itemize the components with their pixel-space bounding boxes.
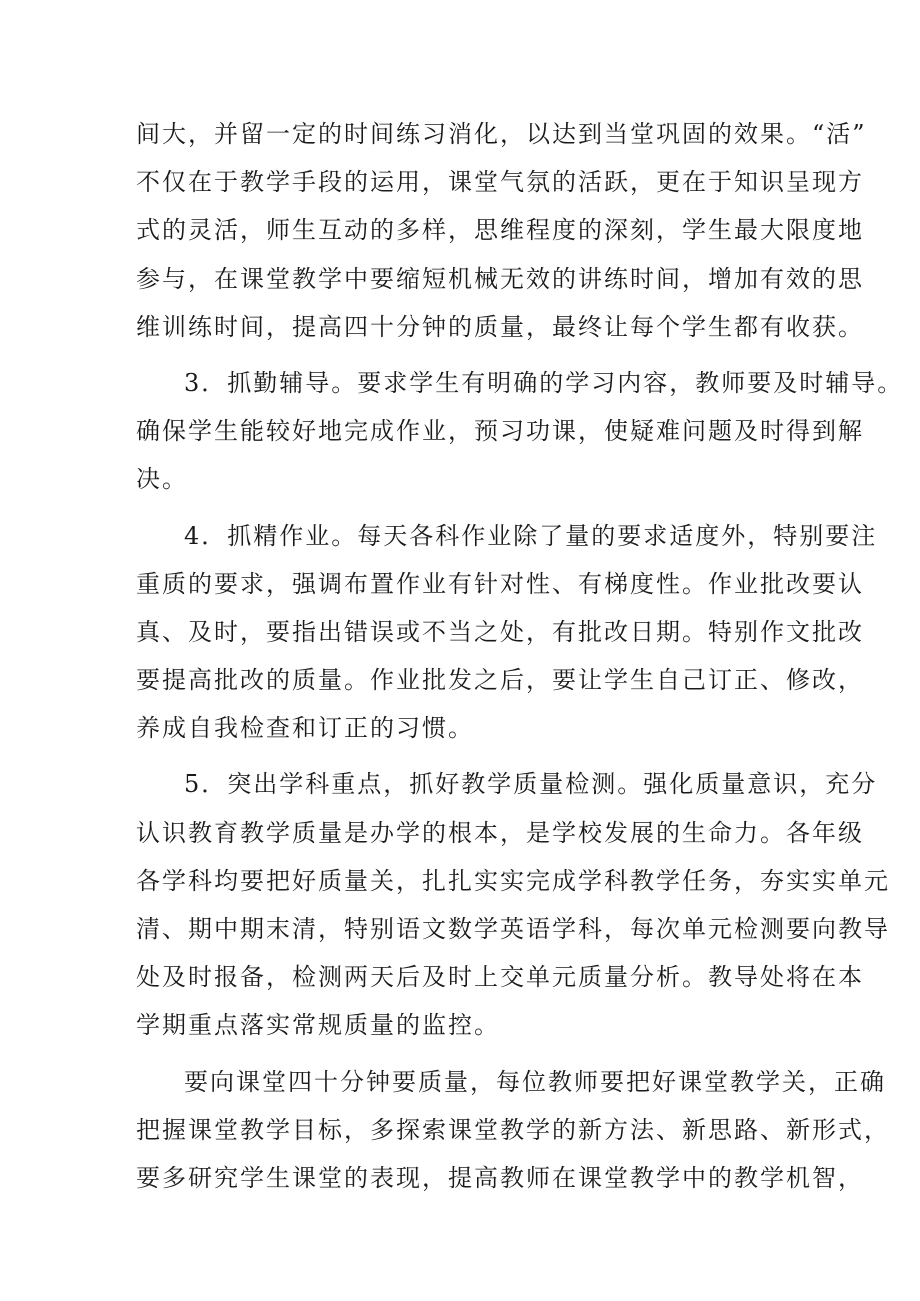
text-line: 要向课堂四十分钟要质量，每位教师要把好课堂教学关，正确 xyxy=(184,1067,886,1096)
paragraph-2 xyxy=(136,359,904,504)
text-line: 5．突出学科重点，抓好教学质量检测。强化质量意识，充分 xyxy=(184,770,878,799)
text-line: 参与，在课堂教学中要缩短机械无效的讲练时间，增加有效的思 xyxy=(136,264,864,293)
text-line: 4．抓精作业。每天各科作业除了量的要求适度外，特别要注 xyxy=(184,521,878,550)
paragraph-4 xyxy=(136,760,890,1049)
text-line: 要多研究学生课堂的表现，提高教师在课堂教学中的教学机智， xyxy=(136,1163,864,1192)
document-body xyxy=(136,110,904,1202)
paragraph-3 xyxy=(136,512,878,753)
text-line: 决。 xyxy=(136,465,188,494)
text-line: 不仅在于教学手段的运用，课堂气氛的活跃，更在于知识呈现方 xyxy=(136,168,864,197)
text-line: 确保学生能较好地完成作业，预习功课，使疑难问题及时得到解 xyxy=(136,417,864,446)
text-line: 3．抓勤辅导。要求学生有明确的学习内容，教师要及时辅导。 xyxy=(184,368,904,397)
text-line: 养成自我检查和订正的习惯。 xyxy=(136,714,474,743)
text-line: 重质的要求，强调布置作业有针对性、有梯度性。作业批改要认 xyxy=(136,569,864,598)
text-line: 各学科均要把好质量关，扎扎实实完成学科教学任务，夯实实单元 xyxy=(136,866,890,895)
text-line: 维训练时间，提高四十分钟的质量，最终让每个学生都有收获。 xyxy=(136,312,864,341)
text-line: 要提高批改的质量。作业批发之后，要让学生自己订正、修改， xyxy=(136,666,864,695)
text-line: 间大，并留一定的时间练习消化，以达到当堂巩固的效果。“活” xyxy=(136,120,867,148)
text-line: 学期重点落实常规质量的监控。 xyxy=(136,1011,500,1040)
paragraph-5 xyxy=(136,1058,890,1203)
paragraph-1 xyxy=(136,110,867,351)
text-line: 把握课堂教学目标，多探索课堂教学的新方法、新思路、新形式， xyxy=(136,1115,890,1144)
text-line: 清、期中期末清，特别语文数学英语学科，每次单元检测要向教导 xyxy=(136,915,890,943)
text-line: 真、及时，要指出错误或不当之处，有批改日期。特别作文批改 xyxy=(136,617,864,646)
text-line: 认识教育教学质量是办学的根本，是学校发展的生命力。各年级 xyxy=(136,818,864,847)
text-line: 式的灵活，师生互动的多样，思维程度的深刻，学生最大限度地 xyxy=(136,216,864,245)
text-line: 处及时报备，检测两天后及时上交单元质量分析。教导处将在本 xyxy=(136,963,864,992)
